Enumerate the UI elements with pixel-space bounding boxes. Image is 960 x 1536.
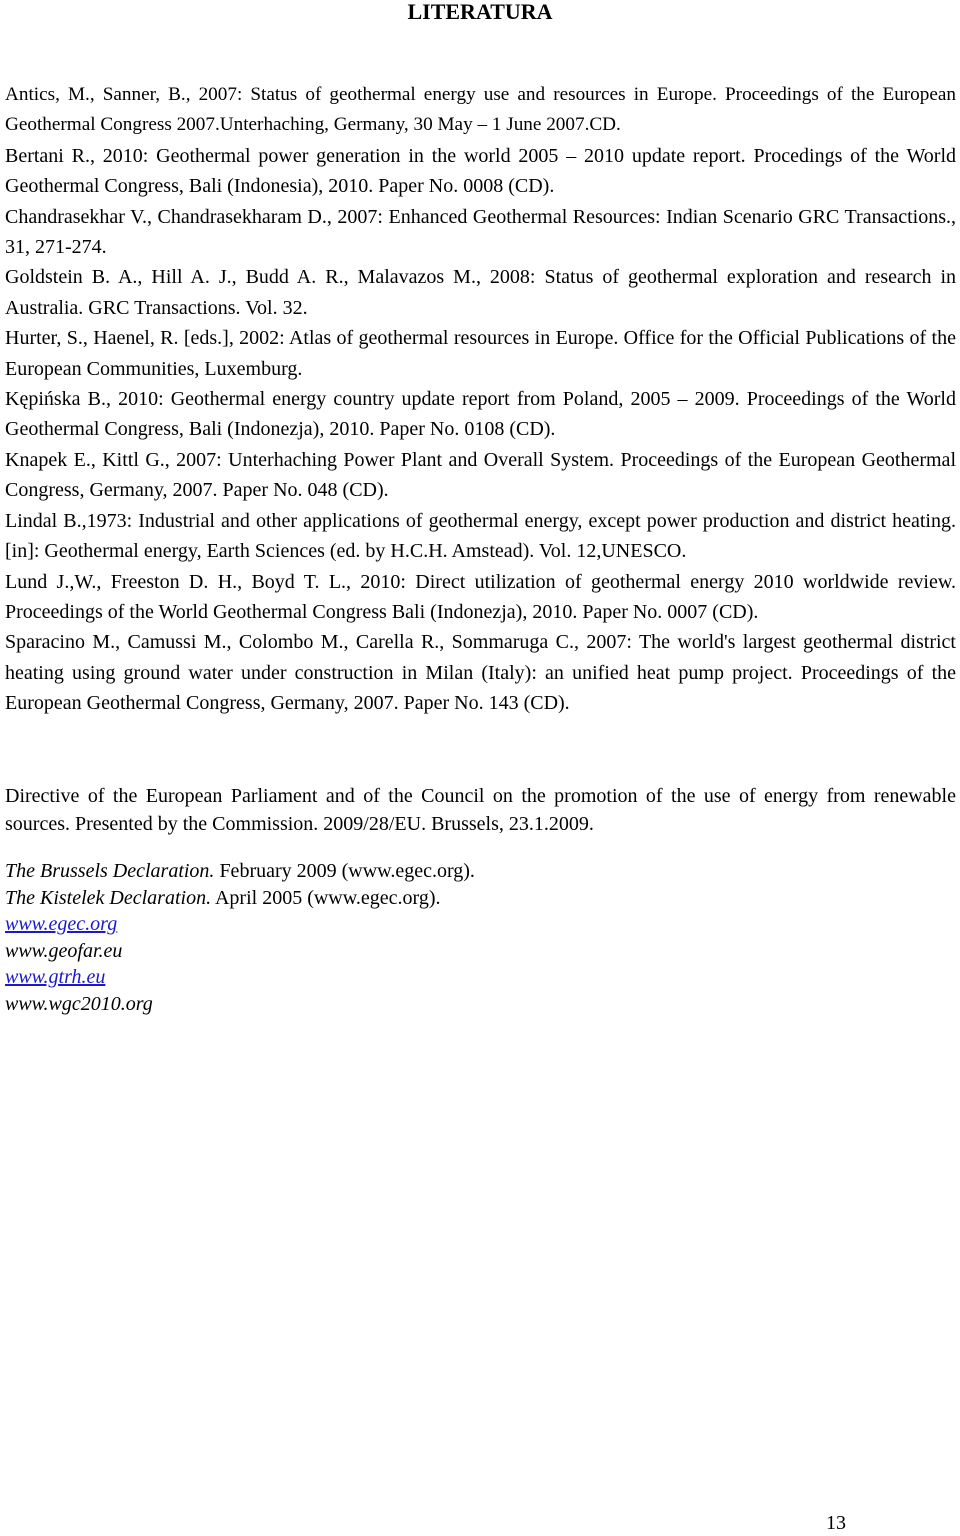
- declaration-detail: February 2009 (www.egec.org).: [214, 860, 475, 882]
- reference-item: Bertani R., 2010: Geothermal power generation in the world 2005 – 2010 update report. Procedings of the World Geothermal Congress, Bali (Indonesia), 2010. Paper No. 0008 (CD).: [5, 144, 956, 198]
- reference-list: [5, 80, 956, 719]
- egec-link[interactable]: www.egec.org: [5, 913, 118, 935]
- page-title: LITERATURA: [407, 0, 553, 24]
- reference-item: Chandrasekhar V., Chandrasekharam D., 2007: Enhanced Geothermal Resources: Indian Scenario GRC Transactions., 31, 271-274.: [5, 205, 956, 259]
- reference-item: Knapek E., Kittl G., 2007: Unterhaching Power Plant and Overall System. Proceedings of the European Geothermal Congress, Germany, 2007. Paper No. 048 (CD).: [5, 448, 956, 502]
- geofar-url: www.geofar.eu: [5, 939, 123, 962]
- reference-item: Lund J.,W., Freeston D. H., Boyd T. L., 2010: Direct utilization of geothermal energy 2010 worldwide review. Proceedings of the World Geothermal Congress Bali (Indonezja), 2010. Paper No. 0007 (CD).: [5, 570, 956, 623]
- reference-item: Kępińska B., 2010: Geothermal energy country update report from Poland, 2005 – 2009. Proceedings of the World Geothermal Congress, Bali (Indonezja), 2010. Paper No. 0108 (CD).: [5, 388, 956, 441]
- wgc2010-url: www.wgc2010.org: [5, 992, 153, 1015]
- declaration-detail: April 2005 (www.egec.org).: [211, 886, 441, 909]
- page-number: 13: [826, 1512, 846, 1534]
- declaration-line: [5, 885, 956, 912]
- reference-item: Lindal B.,1973: Industrial and other applications of geothermal energy, except power production and district heating. [in]: Geothermal energy, Earth Sciences (ed. by H.C.H. Amstead). Vol. 12,UNESCO.: [5, 509, 956, 563]
- declaration-title: The Brussels Declaration.: [5, 860, 215, 882]
- gtrh-link[interactable]: www.gtrh.eu: [5, 966, 106, 988]
- reference-item: Hurter, S., Haenel, R. [eds.], 2002: Atlas of geothermal resources in Europe. Office for the Official Publications of the European Communities, Luxemburg.: [5, 327, 956, 380]
- directive-reference: Directive of the European Parliament and of the Council on the promotion of the use of energy from renewable sources. Presented by the Commission. 2009/28/EU. Brussels, 23.1.2009.: [5, 785, 956, 835]
- declaration-title: The Kistelek Declaration.: [5, 886, 212, 909]
- declaration-line: [5, 858, 956, 885]
- reference-item: Antics, M., Sanner, B., 2007: Status of geothermal energy use and resources in Europe. Proceedings of the European Geothermal Congress 2007.Unterhaching, Germany, 30 May – 1 June 2007.CD.: [5, 84, 956, 136]
- reference-item: Goldstein B. A., Hill A. J., Budd A. R., Malavazos M., 2008: Status of geothermal exploration and research in Australia. GRC Transactions. Vol. 32.: [5, 266, 956, 319]
- reference-item: Sparacino M., Camussi M., Colombo M., Carella R., Sommaruga C., 2007: The world's largest geothermal district heating using ground water under construction in Milan (Italy): an unified heat pump project. Proceedings of the European Geothermal Congress, Germany, 2007. Paper No. 143 (CD).: [5, 631, 956, 715]
- declarations-and-links: [5, 858, 956, 1017]
